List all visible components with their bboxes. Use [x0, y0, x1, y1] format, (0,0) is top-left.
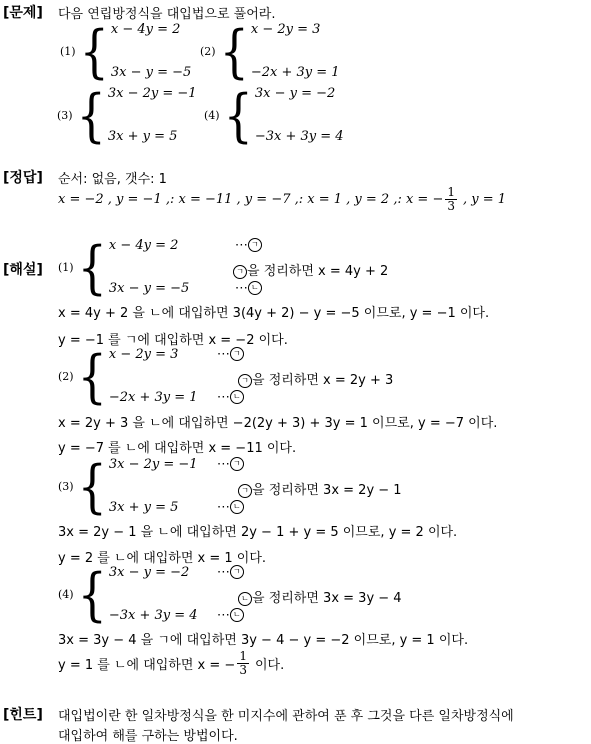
equation-row [109, 347, 244, 362]
solution-3-line-2: y = 2 를 ㄴ에 대입하면 x = 1 이다. [58, 551, 267, 566]
circled-1-icon: ㄱ [248, 238, 262, 252]
problem-instruction: 다음 연립방정식을 대입법으로 풀어라. [58, 7, 276, 22]
equation-row [109, 390, 244, 405]
dots: ⋯ [216, 457, 230, 472]
brace-icon: { [219, 17, 249, 85]
circled-2-icon: ㄴ [230, 500, 244, 514]
arrange-text: 을 정리하면 x = 2y + 3 [252, 373, 394, 388]
solution-2-line-1: x = 2y + 3 을 ㄴ에 대입하면 −2(2y + 3) + 3y = 1 이므로, y = −7 이다. [58, 416, 498, 431]
circled-1-icon: ㄱ [230, 565, 244, 579]
arrange-text: 을 정리하면 3x = 2y − 1 [252, 483, 402, 498]
dots: ⋯ [216, 390, 230, 405]
brace-icon: { [77, 342, 107, 410]
circled-2-icon: ㄴ [248, 281, 262, 295]
brace-icon: { [77, 233, 107, 301]
fraction-numerator: 1 [447, 185, 455, 199]
problem-system-2 [200, 17, 340, 85]
circled-1-icon: ㄱ [230, 457, 244, 471]
answer-heading: [정답] [3, 170, 43, 186]
solution-arrange-2 [238, 369, 393, 388]
system-label: (1) [60, 44, 76, 58]
dots: ⋯ [234, 238, 248, 253]
equation: x − 2y = 3 [108, 347, 179, 362]
system-label: (3) [57, 108, 73, 122]
solution-4-line-2-text: y = 1 를 ㄴ에 대입하면 x = − [58, 658, 236, 673]
solution-4-line-2-end: 이다. [254, 658, 285, 673]
system-label: (2) [58, 369, 74, 383]
system-label: (4) [58, 587, 74, 601]
brace-icon: { [77, 452, 107, 520]
solution-system-3 [58, 452, 244, 520]
hint-heading: [힌트] [3, 707, 43, 723]
dots: ⋯ [234, 281, 248, 296]
dots: ⋯ [216, 565, 230, 580]
solution-3-line-1: 3x = 2y − 1 을 ㄴ에 대입하면 2y − 1 + y = 5 이므로, y = 2 이다. [58, 525, 458, 540]
equation-row [109, 608, 244, 623]
brace-icon: { [76, 81, 106, 149]
answer-line-2 [58, 186, 506, 213]
equation: −2x + 3y = 1 [108, 390, 198, 405]
equation: 3x + y = 5 [108, 500, 179, 515]
equation-row [109, 457, 244, 472]
equation: 3x − y = −5 [108, 281, 190, 296]
answer-values-end: , y = 1 [462, 192, 507, 207]
equation: −3x + 3y = 4 [254, 129, 344, 144]
system-label: (3) [58, 479, 74, 493]
fraction [445, 186, 457, 213]
hint-line-1: 대입법이란 한 일차방정식을 한 미지수에 관하여 푼 후 그것을 다른 일차방정식에 [58, 709, 514, 724]
system-label: (4) [204, 108, 220, 122]
equation: −2x + 3y = 1 [250, 65, 340, 80]
equation: x − 4y = 2 [110, 22, 181, 37]
fraction [237, 650, 249, 677]
equation: x − 4y = 2 [108, 238, 179, 253]
system-label: (2) [200, 44, 216, 58]
solution-1-line-2: y = −1 를 ㄱ에 대입하면 x = −2 이다. [58, 333, 288, 348]
equation: x − 2y = 3 [250, 22, 321, 37]
solution-system-4 [58, 560, 244, 628]
solution-arrange-3 [238, 479, 402, 498]
problem-system-4 [204, 81, 344, 149]
equation-row [109, 238, 262, 253]
problem-system-1 [60, 17, 192, 85]
circled-2-icon: ㄴ [230, 390, 244, 404]
equation: 3x − y = −2 [108, 565, 190, 580]
circled-1-icon: ㄱ [238, 484, 252, 498]
circled-1-icon: ㄱ [233, 265, 247, 279]
equation-row [109, 281, 262, 296]
solution-4-line-2 [58, 650, 284, 677]
equation: −3x + 3y = 4 [108, 608, 198, 623]
brace-icon: { [79, 17, 109, 85]
equation: 3x − y = −2 [254, 86, 336, 101]
dots: ⋯ [216, 500, 230, 515]
arrange-text: 을 정리하면 x = 4y + 2 [247, 264, 389, 279]
circled-2-icon: ㄴ [230, 608, 244, 622]
arrange-text: 을 정리하면 3x = 3y − 4 [252, 591, 402, 606]
answer-values: x = −2 , y = −1 ,: x = −11 , y = −7 ,: x = 1 , y = 2 ,: x = − [58, 192, 444, 207]
equation-row [109, 565, 244, 580]
fraction-numerator: 1 [239, 649, 247, 663]
problem-system-3 [57, 81, 197, 149]
equation: 3x − 2y = −1 [108, 457, 198, 472]
solution-heading: [해설] [3, 262, 43, 278]
problem-heading: [문제] [3, 5, 43, 21]
solution-2-line-2: y = −7 를 ㄴ에 대입하면 x = −11 이다. [58, 441, 297, 456]
fraction-denominator: 3 [239, 663, 247, 677]
solution-system-1 [58, 233, 262, 301]
system-label: (1) [58, 260, 74, 274]
solution-arrange-4 [238, 587, 402, 606]
fraction-denominator: 3 [447, 199, 455, 213]
solution-4-line-1: 3x = 3y − 4 을 ㄱ에 대입하면 3y − 4 − y = −2 이므로, y = 1 이다. [58, 633, 469, 648]
dots: ⋯ [216, 347, 230, 362]
equation: 3x + y = 5 [107, 129, 178, 144]
equation-row [109, 500, 244, 515]
solution-arrange-1 [233, 260, 388, 279]
circled-1-icon: ㄱ [238, 374, 252, 388]
brace-icon: { [223, 81, 253, 149]
hint-line-2: 대입하여 해를 구하는 방법이다. [58, 729, 238, 744]
dots: ⋯ [216, 608, 230, 623]
circled-2-icon: ㄴ [238, 592, 252, 606]
equation: 3x − y = −5 [110, 65, 192, 80]
solution-1-line-1: x = 4y + 2 을 ㄴ에 대입하면 3(4y + 2) − y = −5 이므로, y = −1 이다. [58, 306, 490, 321]
answer-line-1: 순서: 없음, 갯수: 1 [58, 172, 167, 187]
brace-icon: { [77, 560, 107, 628]
solution-system-2 [58, 342, 244, 410]
circled-1-icon: ㄱ [230, 347, 244, 361]
equation: 3x − 2y = −1 [107, 86, 197, 101]
